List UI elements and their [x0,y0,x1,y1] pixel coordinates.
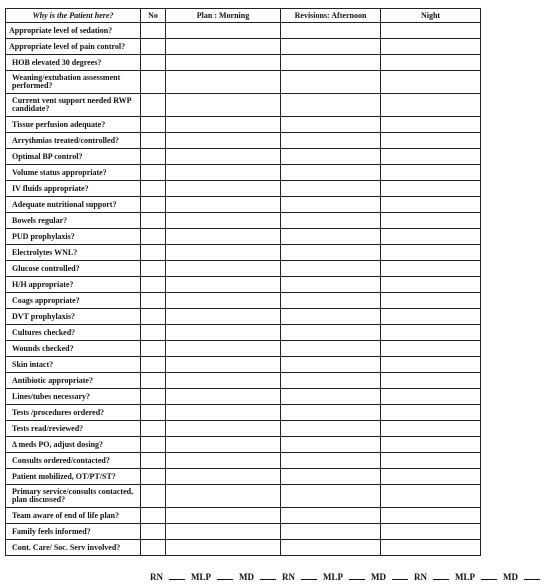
no-cell[interactable] [141,55,166,71]
no-cell[interactable] [141,453,166,469]
question-label: Patient mobilized, OT/PT/ST? [6,469,141,485]
question-label: Antibiotic appropriate? [6,373,141,389]
question-label: Appropriate level of pain control? [6,39,141,55]
no-cell[interactable] [141,149,166,165]
afternoon-cell[interactable] [281,540,381,556]
header-no: No [141,9,166,23]
morning-cell[interactable] [166,453,281,469]
no-cell[interactable] [141,197,166,213]
morning-cell[interactable] [166,261,281,277]
afternoon-cell[interactable] [281,39,381,55]
signature-blank[interactable] [524,571,540,580]
afternoon-cell[interactable] [281,469,381,485]
checklist-row [6,524,481,540]
afternoon-cell[interactable] [281,325,381,341]
morning-cell[interactable] [166,389,281,405]
no-cell[interactable] [141,405,166,421]
question-label: Family feels informed? [6,524,141,540]
night-cell[interactable] [381,39,481,55]
signature-blank[interactable] [301,571,317,580]
signature-label: RN [282,572,295,582]
night-cell[interactable] [381,181,481,197]
signature-label: MD [239,572,254,582]
no-cell[interactable] [141,71,166,94]
checklist-row [6,149,481,165]
night-cell[interactable] [381,197,481,213]
morning-cell[interactable] [166,133,281,149]
checklist-row [6,485,481,508]
question-label: HOB elevated 30 degrees? [6,55,141,71]
night-cell[interactable] [381,325,481,341]
question-label: Optimal BP control? [6,149,141,165]
question-label: Adequate nutritional support? [6,197,141,213]
checklist-row [6,389,481,405]
night-cell[interactable] [381,133,481,149]
night-cell[interactable] [381,373,481,389]
signature-label: MLP [191,572,211,582]
morning-cell[interactable] [166,540,281,556]
checklist-row [6,293,481,309]
no-cell[interactable] [141,23,166,39]
morning-cell[interactable] [166,341,281,357]
no-cell[interactable] [141,165,166,181]
morning-cell[interactable] [166,508,281,524]
signature-label: MLP [455,572,475,582]
no-cell[interactable] [141,373,166,389]
question-label: Tests /procedures ordered? [6,405,141,421]
morning-cell[interactable] [166,181,281,197]
no-cell[interactable] [141,421,166,437]
night-cell[interactable] [381,508,481,524]
morning-cell[interactable] [166,165,281,181]
question-label: Primary service/consults contacted, plan discussed? [6,485,141,508]
night-cell[interactable] [381,94,481,117]
question-label: Appropriate level of sedation? [6,23,141,39]
signature-label: RN [150,572,163,582]
signature-label: MD [371,572,386,582]
morning-cell[interactable] [166,469,281,485]
question-label: Current vent support needed RWP candidate? [6,94,141,117]
checklist-row [6,277,481,293]
checklist-row [6,117,481,133]
morning-cell[interactable] [166,293,281,309]
afternoon-cell[interactable] [281,197,381,213]
morning-cell[interactable] [166,94,281,117]
no-cell[interactable] [141,117,166,133]
night-cell[interactable] [381,23,481,39]
night-cell[interactable] [381,55,481,71]
question-label: Electrolytes WNL? [6,245,141,261]
checklist-row [6,453,481,469]
header-row [6,9,481,23]
question-label: Glucose controlled? [6,261,141,277]
morning-cell[interactable] [166,325,281,341]
signature-blank[interactable] [392,571,408,580]
afternoon-cell[interactable] [281,309,381,325]
question-label: Volume status appropriate? [6,165,141,181]
checklist-row [6,309,481,325]
afternoon-cell[interactable] [281,23,381,39]
afternoon-cell[interactable] [281,405,381,421]
no-cell[interactable] [141,181,166,197]
checklist-row [6,469,481,485]
morning-cell[interactable] [166,405,281,421]
morning-cell[interactable] [166,309,281,325]
afternoon-cell[interactable] [281,261,381,277]
night-cell[interactable] [381,71,481,94]
no-cell[interactable] [141,341,166,357]
checklist-body [6,23,481,556]
night-cell[interactable] [381,524,481,540]
header-plan-morning: Plan : Morning [166,9,281,23]
checklist-row [6,540,481,556]
night-cell[interactable] [381,245,481,261]
checklist-row [6,23,481,39]
signature-label: MD [503,572,518,582]
checklist-row [6,341,481,357]
morning-cell[interactable] [166,39,281,55]
signature-blank[interactable] [217,571,233,580]
afternoon-cell[interactable] [281,357,381,373]
checklist-row [6,261,481,277]
question-label: PUD prophylaxis? [6,229,141,245]
signature-footer [150,571,546,582]
no-cell[interactable] [141,540,166,556]
no-cell[interactable] [141,469,166,485]
night-cell[interactable] [381,229,481,245]
no-cell[interactable] [141,293,166,309]
header-question: Why is the Patient here? [6,9,141,23]
checklist-row [6,325,481,341]
checklist-row [6,357,481,373]
night-cell[interactable] [381,469,481,485]
morning-cell[interactable] [166,524,281,540]
night-cell[interactable] [381,485,481,508]
checklist-row [6,437,481,453]
no-cell[interactable] [141,261,166,277]
signature-blank[interactable] [169,571,185,580]
night-cell[interactable] [381,309,481,325]
morning-cell[interactable] [166,117,281,133]
no-cell[interactable] [141,357,166,373]
question-label: Cultures checked? [6,325,141,341]
question-label: Tissue perfusion adequate? [6,117,141,133]
night-cell[interactable] [381,165,481,181]
no-cell[interactable] [141,277,166,293]
morning-cell[interactable] [166,197,281,213]
checklist-row [6,94,481,117]
signature-blank[interactable] [260,571,276,580]
no-cell[interactable] [141,325,166,341]
checklist-row [6,71,481,94]
signature-label: MLP [323,572,343,582]
afternoon-cell[interactable] [281,508,381,524]
afternoon-cell[interactable] [281,524,381,540]
morning-cell[interactable] [166,55,281,71]
no-cell[interactable] [141,389,166,405]
night-cell[interactable] [381,261,481,277]
afternoon-cell[interactable] [281,245,381,261]
morning-cell[interactable] [166,373,281,389]
afternoon-cell[interactable] [281,55,381,71]
signature-blank[interactable] [433,571,449,580]
signature-blank[interactable] [349,571,365,580]
question-label: IV fluids appropriate? [6,181,141,197]
afternoon-cell[interactable] [281,453,381,469]
morning-cell[interactable] [166,71,281,94]
afternoon-cell[interactable] [281,149,381,165]
afternoon-cell[interactable] [281,229,381,245]
no-cell[interactable] [141,213,166,229]
checklist-sheet [5,8,481,556]
checklist-row [6,405,481,421]
night-cell[interactable] [381,117,481,133]
header-revisions-afternoon: Revisions: Afternoon [281,9,381,23]
question-label: Coags appropriate? [6,293,141,309]
no-cell[interactable] [141,508,166,524]
morning-cell[interactable] [166,277,281,293]
afternoon-cell[interactable] [281,133,381,149]
checklist-row [6,229,481,245]
morning-cell[interactable] [166,357,281,373]
night-cell[interactable] [381,341,481,357]
question-label: Bowels regular? [6,213,141,229]
checklist-row [6,508,481,524]
signature-label: RN [414,572,427,582]
checklist-row [6,39,481,55]
afternoon-cell[interactable] [281,437,381,453]
night-cell[interactable] [381,293,481,309]
afternoon-cell[interactable] [281,293,381,309]
signature-blank[interactable] [481,571,497,580]
night-cell[interactable] [381,389,481,405]
afternoon-cell[interactable] [281,341,381,357]
morning-cell[interactable] [166,485,281,508]
morning-cell[interactable] [166,421,281,437]
no-cell[interactable] [141,94,166,117]
checklist-row [6,181,481,197]
checklist-row [6,133,481,149]
morning-cell[interactable] [166,437,281,453]
question-label: Weaning/extubation assessment performed? [6,71,141,94]
question-label: Lines/tubes necessary? [6,389,141,405]
morning-cell[interactable] [166,229,281,245]
no-cell[interactable] [141,39,166,55]
question-label: Tests read/reviewed? [6,421,141,437]
afternoon-cell[interactable] [281,213,381,229]
question-label: Consults ordered/contacted? [6,453,141,469]
checklist-row [6,197,481,213]
checklist-row [6,165,481,181]
afternoon-cell[interactable] [281,117,381,133]
no-cell[interactable] [141,309,166,325]
question-label: Team aware of end of life plan? [6,508,141,524]
afternoon-cell[interactable] [281,181,381,197]
morning-cell[interactable] [166,149,281,165]
checklist-table [5,8,481,556]
no-cell[interactable] [141,524,166,540]
question-label: Δ meds PO, adjust dosing? [6,437,141,453]
night-cell[interactable] [381,405,481,421]
afternoon-cell[interactable] [281,71,381,94]
checklist-row [6,213,481,229]
no-cell[interactable] [141,133,166,149]
afternoon-cell[interactable] [281,389,381,405]
question-label: Wounds checked? [6,341,141,357]
night-cell[interactable] [381,149,481,165]
night-cell[interactable] [381,277,481,293]
afternoon-cell[interactable] [281,94,381,117]
question-label: H/H appropriate? [6,277,141,293]
night-cell[interactable] [381,357,481,373]
afternoon-cell[interactable] [281,373,381,389]
no-cell[interactable] [141,437,166,453]
checklist-row [6,55,481,71]
question-label: Skin intact? [6,357,141,373]
night-cell[interactable] [381,421,481,437]
morning-cell[interactable] [166,213,281,229]
morning-cell[interactable] [166,245,281,261]
morning-cell[interactable] [166,23,281,39]
afternoon-cell[interactable] [281,485,381,508]
no-cell[interactable] [141,485,166,508]
night-cell[interactable] [381,540,481,556]
question-label: DVT prophylaxis? [6,309,141,325]
night-cell[interactable] [381,453,481,469]
afternoon-cell[interactable] [281,421,381,437]
header-night: Night [381,9,481,23]
question-label: Cont. Care/ Soc. Serv involved? [6,540,141,556]
checklist-row [6,373,481,389]
question-label: Arrythmias treated/controlled? [6,133,141,149]
night-cell[interactable] [381,213,481,229]
afternoon-cell[interactable] [281,165,381,181]
night-cell[interactable] [381,437,481,453]
no-cell[interactable] [141,245,166,261]
checklist-row [6,245,481,261]
checklist-row [6,421,481,437]
no-cell[interactable] [141,229,166,245]
afternoon-cell[interactable] [281,277,381,293]
